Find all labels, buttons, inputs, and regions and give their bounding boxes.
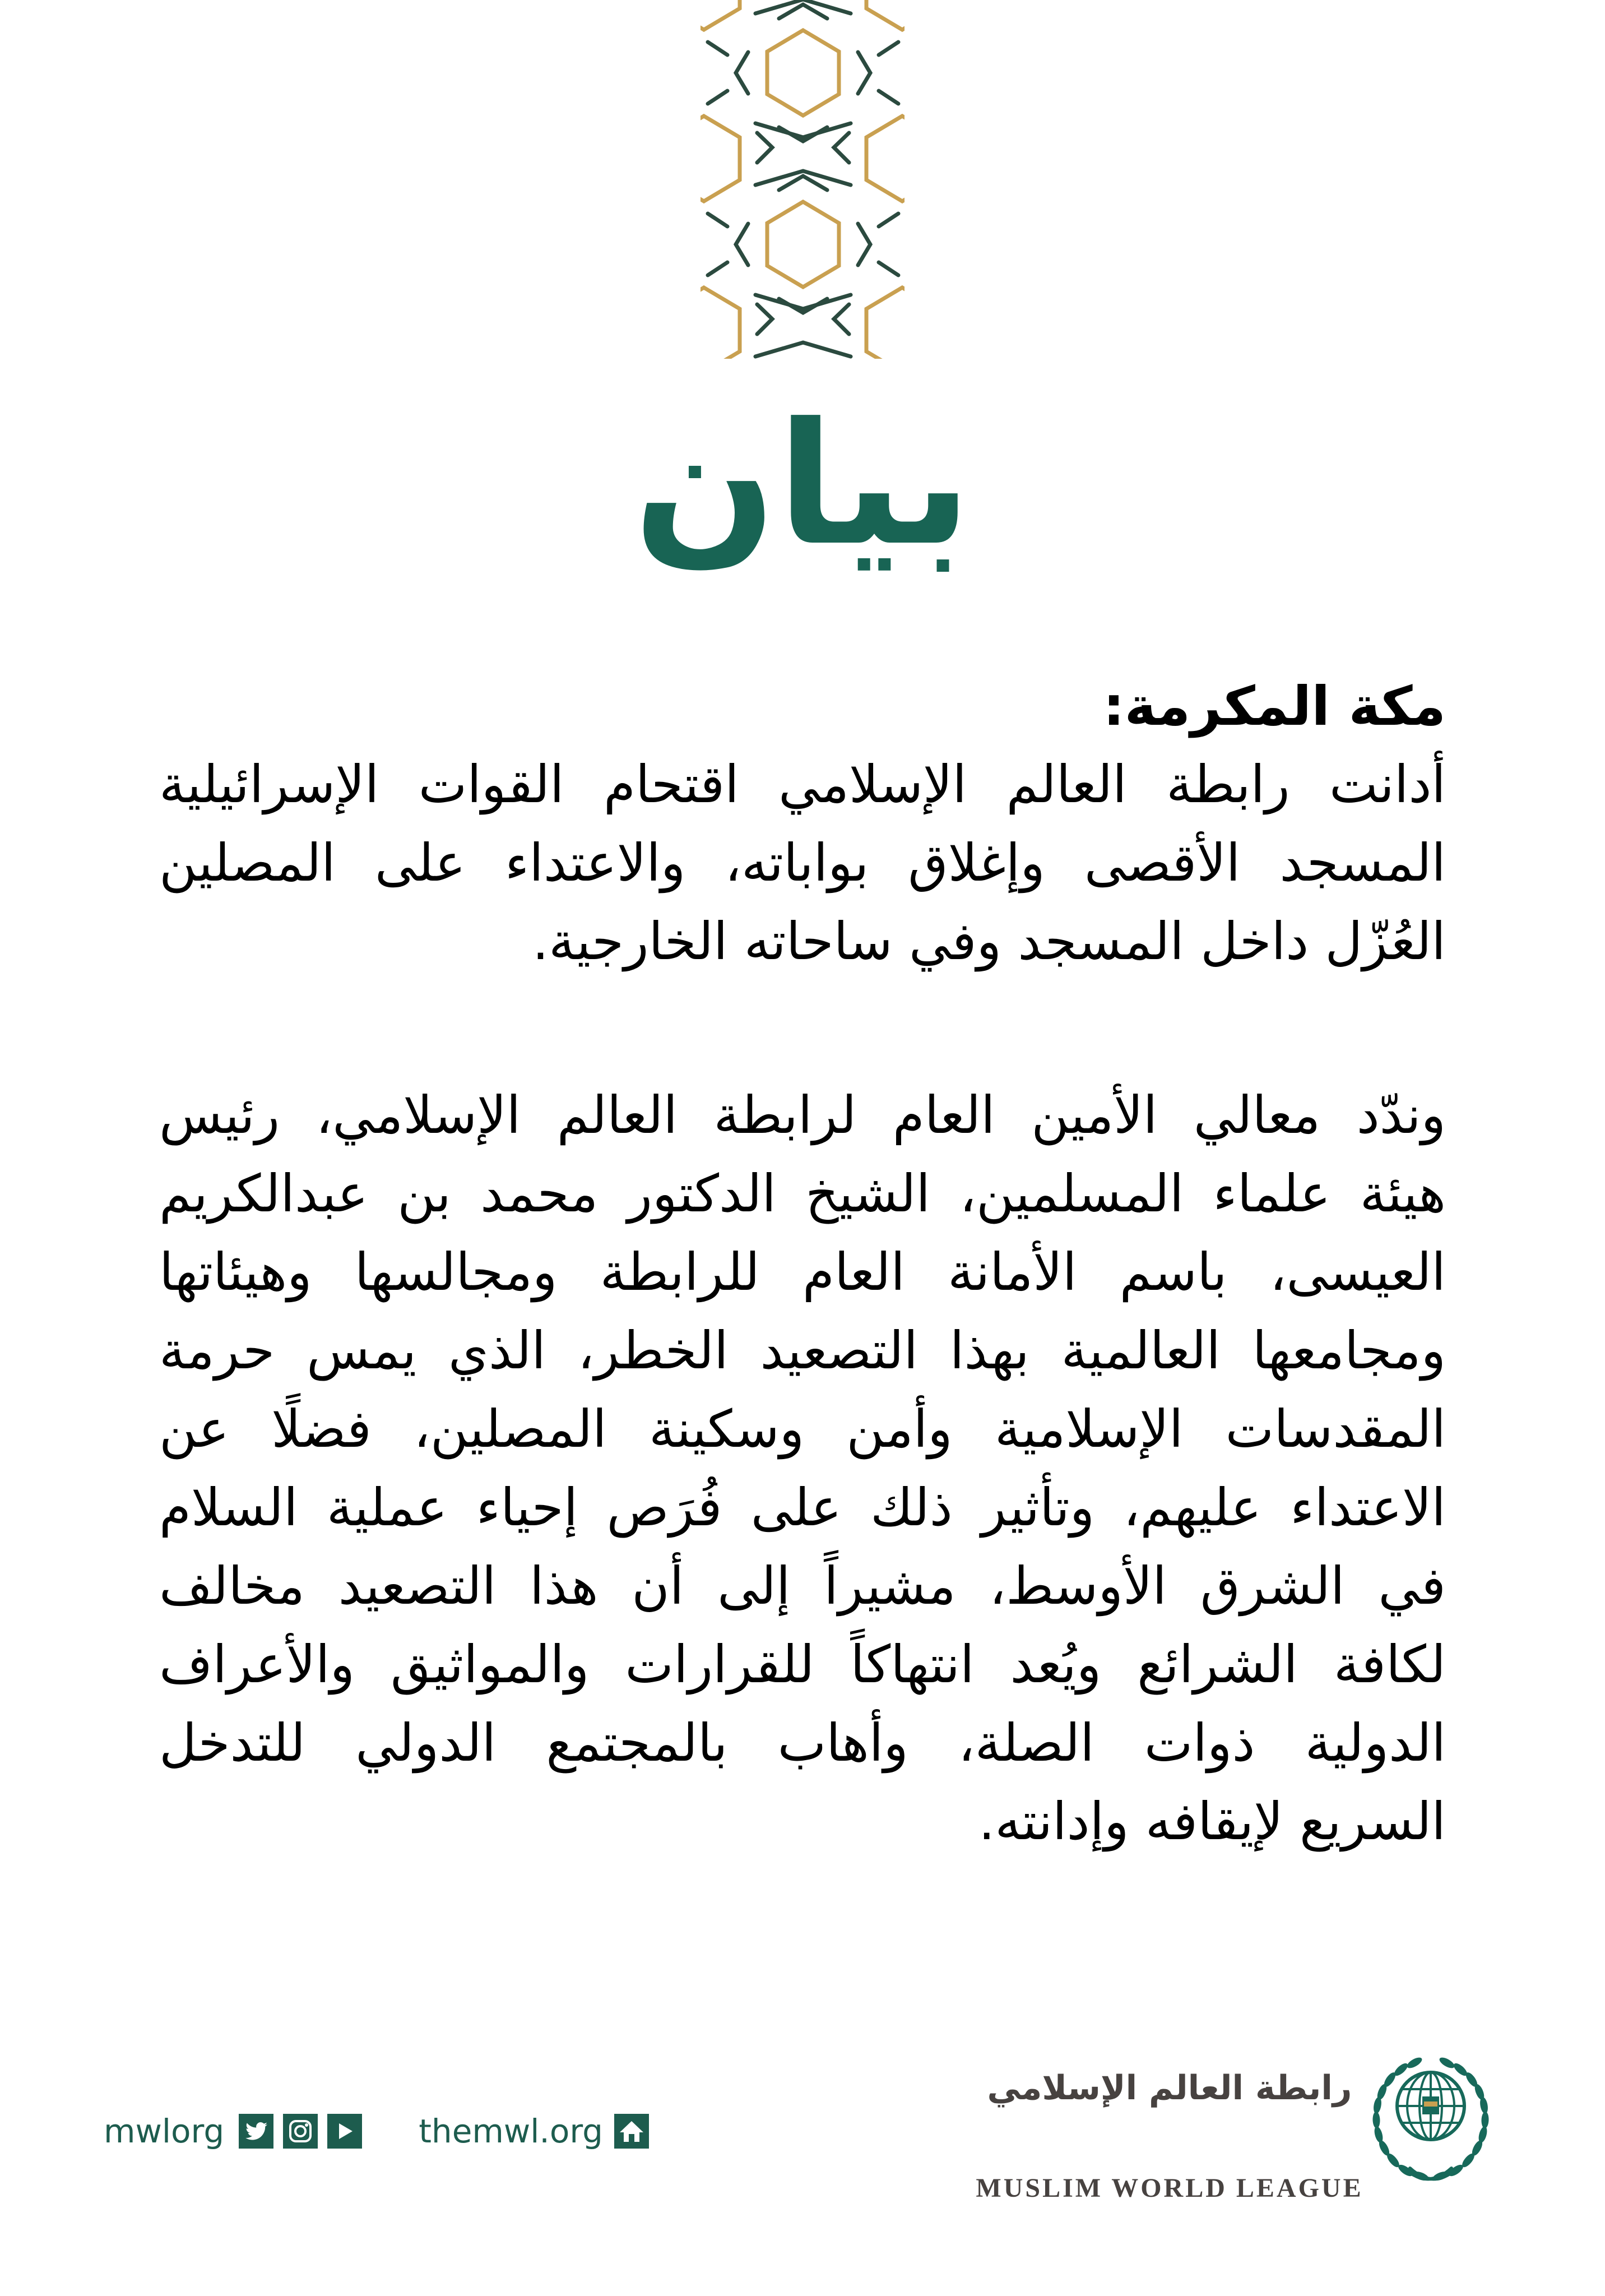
paragraph-line: وندّد معالي الأمين العام لرابطة العالم الإسلامي، رئيس <box>159 1085 1446 1145</box>
mwl-emblem-icon <box>1366 2046 1495 2186</box>
paragraph-line: هيئة علماء المسلمين، الشيخ الدكتور محمد بن عبدالكريم <box>159 1164 1446 1224</box>
home-icon <box>619 2119 644 2144</box>
paragraph-line: السريع لإيقافه وإدانته. <box>978 1792 1446 1851</box>
paragraph-line: العيسى، باسم الأمانة العام للرابطة ومجالسها وهيئاتها <box>159 1242 1446 1302</box>
page-title: بيان <box>633 387 972 582</box>
paragraph-line: لكافة الشرائع ويُعد انتهاكاً للقرارات والمواثيق والأعراف <box>159 1635 1446 1695</box>
statement-body <box>159 667 1446 1861</box>
paragraph-gap <box>159 981 1446 1076</box>
home-button[interactable] <box>614 2114 649 2149</box>
paragraph-line: المسجد الأقصى وإغلاق بواباته، والاعتداء على المصلين <box>159 833 1446 893</box>
paragraph-line: في الشرق الأوسط، مشيراً إلى أن هذا التصعيد مخالف <box>159 1556 1446 1616</box>
twitter-button[interactable] <box>239 2114 273 2149</box>
paragraph-2 <box>159 1076 1446 1861</box>
twitter-icon <box>244 2120 268 2142</box>
paragraph-1 <box>159 746 1446 981</box>
paragraph-line: ومجامعها العالمية بهذا التصعيد الخطر، الذي يمس حرمة <box>159 1321 1446 1381</box>
footer-social <box>104 2109 649 2154</box>
paragraph-line: أدانت رابطة العالم الإسلامي اقتحام القوات الإسرائيلية <box>159 754 1446 814</box>
paragraph-line: الاعتداء عليهم، وتأثير ذلك على فُرَص إحياء عملية السلام <box>159 1478 1446 1538</box>
paragraph-line: الدولية ذوات الصلة، وأهاب بالمجتمع الدولي للتدخل <box>159 1713 1446 1773</box>
website-link[interactable]: themwl.org <box>419 2112 603 2150</box>
social-handle: mwlorg <box>104 2112 225 2150</box>
mwl-logo-arabic-calligraphy: رابطة العالم الإسلامي <box>987 2068 1352 2108</box>
paragraph-line: المقدسات الإسلامية وأمن وسكينة المصلين، فضلًا عن <box>159 1399 1446 1459</box>
play-icon <box>333 2120 356 2142</box>
instagram-button[interactable] <box>283 2114 318 2149</box>
statement-location-heading: مكة المكرمة: <box>1103 675 1446 738</box>
mwl-logo-english: MUSLIM WORLD LEAGUE <box>976 2173 1363 2203</box>
instagram-icon <box>287 2118 313 2144</box>
paragraph-line: العُزّل داخل المسجد وفي ساحاته الخارجية. <box>532 911 1446 971</box>
islamic-geometric-pattern-icon <box>701 0 904 359</box>
youtube-button[interactable] <box>327 2114 362 2149</box>
